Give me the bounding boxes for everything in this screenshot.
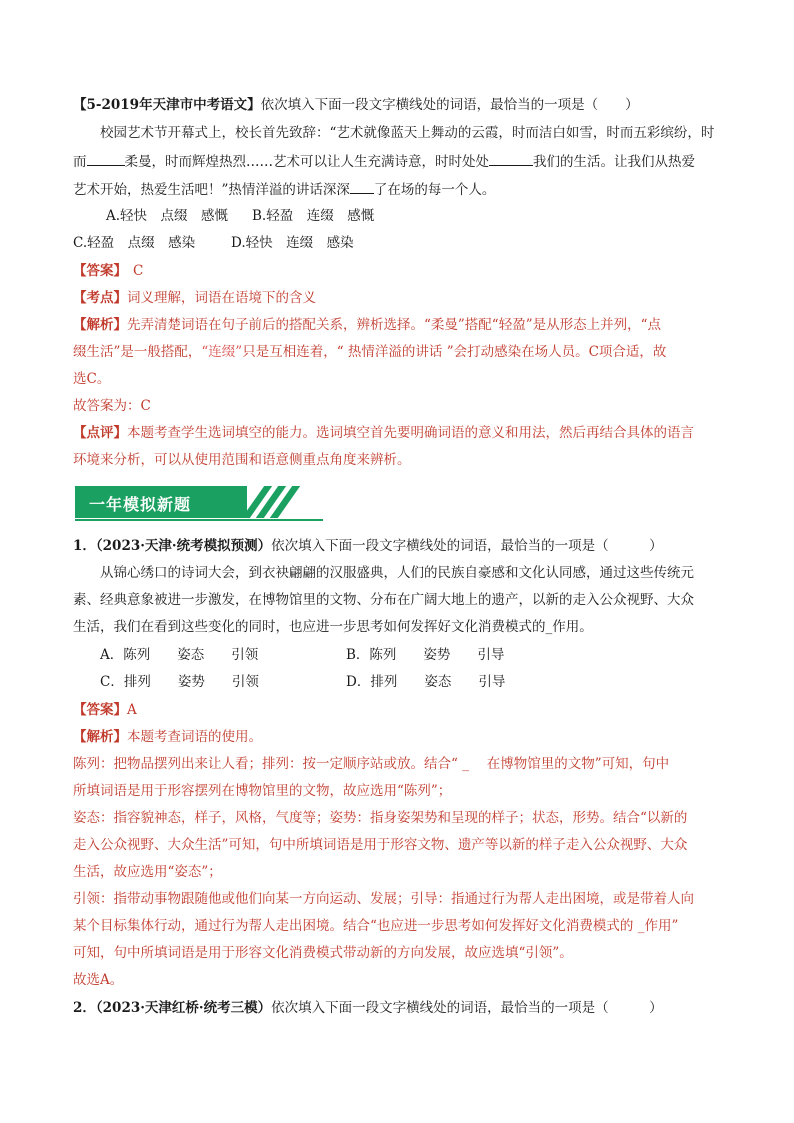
q1-analysis-3: 姿态：指容貌神态，样子，风格，气度等；姿势：指身姿架势和呈现的样子；状态，形势。结合“以新的 <box>73 810 688 826</box>
q0-dianping-2: 环境来分析，可以从使用范围和语意侧重点角度来辨析。 <box>73 452 411 468</box>
q1-option-a: A．陈列 姿态 引领 <box>100 647 259 663</box>
q0-dianping-1: 【点评】本题考查学生选词填空的能力。选词填空首先要明确词语的意义和用法，然后再结合具体的语言 <box>73 425 694 441</box>
q1-option-c: C．排列 姿势 引领 <box>100 674 259 690</box>
q0-option-d: D.轻快 连缀 感染 <box>231 235 354 251</box>
section-banner <box>75 486 325 520</box>
q1-jiexi: 【解析】本题考查词语的使用。 <box>73 729 262 745</box>
q1-answer: 【答案】A <box>73 702 137 718</box>
q0-options-cd <box>73 234 354 252</box>
banner-title: 一年模拟新题 <box>89 495 192 514</box>
q1-analysis-5: 生活，故应选用“姿态”； <box>73 864 222 880</box>
q2-source: （2023·天津红桥·统考三模） <box>95 1000 272 1016</box>
q1-para-1: 从锦心绣口的诗词大会，到衣袂翩翩的汉服盛典，人们的民族自豪感和文化认同感，通过这些传统元 <box>100 565 694 581</box>
q0-kaodian: 【考点】词义理解，词语在语境下的含义 <box>73 290 316 306</box>
q0-stem: 依次填入下面一段文字横线处的词语，最恰当的一项是（ ） <box>260 97 639 113</box>
blank <box>489 152 533 166</box>
q1-option-b: B．陈列 姿势 引导 <box>346 647 505 663</box>
q0-para-3: 艺术开始，热爱生活吧！”热情洋溢的讲话深深 了在场的每一个人。 <box>73 182 496 198</box>
answer-value: C <box>133 263 144 279</box>
q1-analysis-4: 走入公众视野、大众生活”可知，句中所填词语是用于形容文物、遗产等以新的样子走入公众视野、大众 <box>73 837 688 853</box>
q0-final-answer: 故答案为：C <box>73 398 151 414</box>
q1-analysis-6: 引领：指带动事物跟随他或他们向某一方向运动、发展；引导：指通过行为帮人走出困境，或是带着人向 <box>73 891 694 907</box>
banner-underline <box>75 519 323 521</box>
q2-header: 2．（2023·天津红桥·统考三模）依次填入下面一段文字横线处的词语，最恰当的一项是（ ） <box>73 1000 663 1016</box>
q0-header <box>73 96 639 114</box>
q0-para-2: 而 柔曼，时而辉煌热烈……艺术可以让人生充满诗意，时时处处 我们的生活。让我们从热爱 <box>73 154 695 170</box>
q0-option-c: C.轻盈 点缀 感染 <box>73 235 196 251</box>
q1-analysis-9: 故选A。 <box>73 972 124 988</box>
q0-answer <box>73 262 143 280</box>
q1-options-cd <box>100 673 505 691</box>
q1-analysis-2: 所填词语是用于形容摆列在博物馆里的文物，故应选用“陈列”； <box>73 783 452 799</box>
q1-header: 1．（2023·天津·统考模拟预测）依次填入下面一段文字横线处的词语，最恰当的一项是（ ） <box>73 538 663 554</box>
q1-source: （2023·天津·统考模拟预测） <box>95 538 272 554</box>
q0-jiexi-3: 选C。 <box>73 371 111 387</box>
answer-tag: 【答案】 <box>73 263 127 279</box>
blank <box>350 180 374 194</box>
q1-option-d: D．排列 姿态 引导 <box>346 674 506 690</box>
q1-para-3: 生活，我们在看到这些变化的同时，也应进一步思考如何发挥好文化消费模式的_作用。 <box>73 619 593 635</box>
q0-jiexi-2: 缀生活”是一般搭配，“连缀”只是互相连着，“ 热情洋溢的讲话 ”会打动感染在场人员。C项合适，故 <box>73 344 667 360</box>
blank <box>87 152 125 166</box>
q0-para-1: 校园艺术节开幕式上，校长首先致辞：“艺术就像蓝天上舞动的云霞，时而洁白如雪，时而五彩缤纷，时 <box>100 125 715 141</box>
q0-option-b: B.轻盈 连缀 感慨 <box>252 208 375 224</box>
q1-para-2: 素、经典意象被进一步激发，在博物馆里的文物、分布在广阔大地上的遗产，以新的走入公众视野、大众 <box>73 592 694 608</box>
q1-options-ab <box>100 646 504 664</box>
q0-jiexi-1: 【解析】先弄清楚词语在句子前后的搭配关系，辨析选择。“柔曼”搭配“轻盈”是从形态上并列，“点 <box>73 317 662 333</box>
q1-analysis-1: 陈列：把物品摆列出来让人看；排列：按一定顺序站或放。结合“ _ 在博物馆里的文物”可知，句中 <box>73 756 670 772</box>
q1-analysis-7: 某个目标集体行动，通过行为帮人走出困境。结合“也应进一步思考如何发挥好文化消费模式的 _作用” <box>73 918 679 934</box>
q0-source: 【5-2019年天津市中考语文】 <box>73 97 261 113</box>
q1-analysis-8: 可知，句中所填词语是用于形容文化消费模式带动新的方向发展，故应选填“引领”。 <box>73 945 573 961</box>
q0-options-ab <box>106 207 374 225</box>
q0-option-a: A.轻快 点缀 感慨 <box>106 208 229 224</box>
